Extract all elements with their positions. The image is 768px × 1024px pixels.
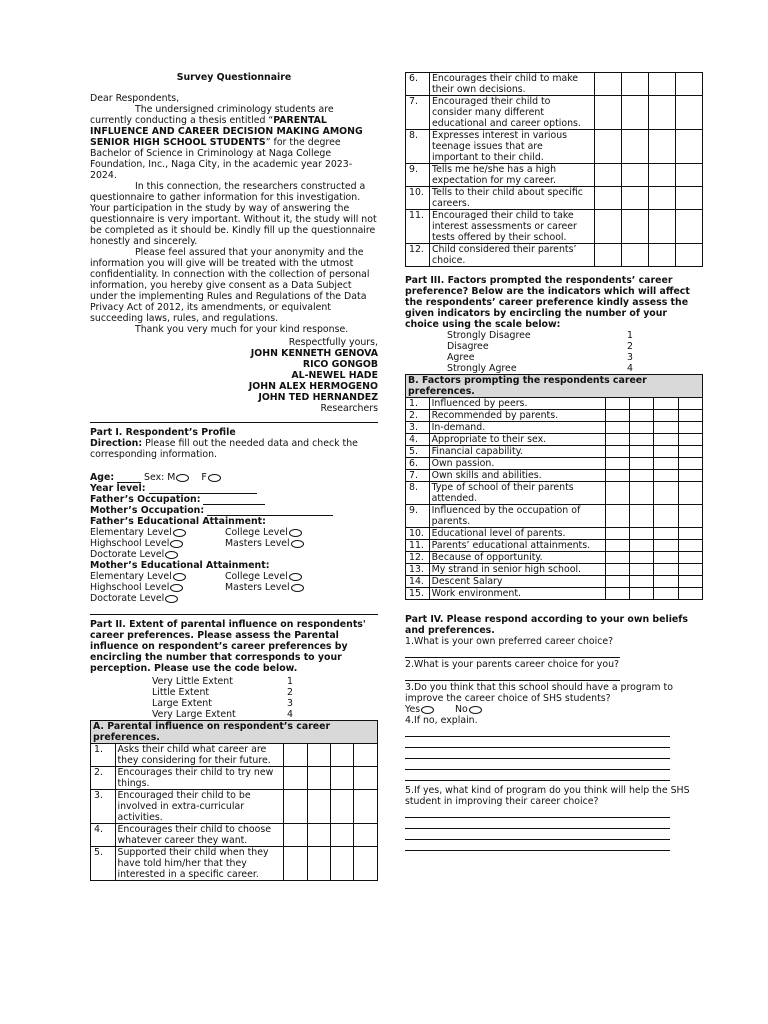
- table-row: [406, 576, 703, 588]
- sex-f-option[interactable]: [208, 474, 221, 482]
- rating-cell[interactable]: [678, 410, 702, 422]
- rating-cell[interactable]: [605, 588, 629, 600]
- rating-cell[interactable]: [678, 446, 702, 458]
- mother-education-heading: Mother’s Educational Attainment:: [90, 560, 270, 571]
- rating-cell[interactable]: [595, 96, 622, 130]
- item-text: In-demand.: [429, 422, 605, 434]
- rating-cell[interactable]: [630, 422, 654, 434]
- item-text: Educational level of parents.: [429, 528, 605, 540]
- table-row: [406, 588, 703, 600]
- mother-elementary-option[interactable]: [173, 573, 186, 581]
- item-number: 8.: [406, 130, 430, 164]
- item-text: Influenced by peers.: [429, 398, 605, 410]
- rating-cell[interactable]: [676, 244, 703, 267]
- rating-cell[interactable]: [630, 552, 654, 564]
- mother-highschool-option[interactable]: [170, 584, 183, 592]
- rating-cell[interactable]: [284, 767, 307, 790]
- item-text: Influenced by the occupation of parents.: [429, 505, 605, 528]
- part2-scale: [90, 676, 378, 720]
- table-row: [406, 446, 703, 458]
- item-text: Type of school of their parents attended.: [429, 482, 605, 505]
- year-level-row: Year level:: [90, 483, 378, 494]
- table-row: [406, 422, 703, 434]
- table-row: [91, 824, 378, 847]
- mother-masters-option[interactable]: [291, 584, 304, 592]
- rating-cell[interactable]: [354, 847, 378, 881]
- part3-scale: [405, 330, 703, 374]
- yes-no-row: Yes No: [405, 704, 703, 715]
- table-row: [406, 564, 703, 576]
- rating-cell[interactable]: [622, 210, 649, 244]
- item-number: 13.: [406, 564, 430, 576]
- rating-cell[interactable]: [595, 73, 622, 96]
- rating-cell[interactable]: [605, 434, 629, 446]
- item-text: Own passion.: [429, 458, 605, 470]
- answer-line[interactable]: [405, 829, 670, 840]
- rating-cell[interactable]: [605, 398, 629, 410]
- scale-row: Very Large Extent 4: [152, 709, 293, 720]
- table-row: [406, 410, 703, 422]
- item-number: 11.: [406, 540, 430, 552]
- rating-cell[interactable]: [654, 434, 678, 446]
- scale-row: Agree 3: [447, 352, 633, 363]
- item-number: 14.: [406, 576, 430, 588]
- rating-cell[interactable]: [654, 410, 678, 422]
- researcher-name: AL-NEWEL HADE: [291, 370, 378, 381]
- item-number: 15.: [406, 588, 430, 600]
- rating-cell[interactable]: [284, 744, 307, 767]
- rating-cell[interactable]: [676, 210, 703, 244]
- table-b-header: B. Factors prompting the respondents career preferences.: [406, 375, 703, 398]
- mother-occupation-field[interactable]: [207, 506, 333, 516]
- rating-cell[interactable]: [649, 96, 676, 130]
- mother-occupation-row: Mother’s Occupation:: [90, 505, 378, 516]
- rating-cell[interactable]: [654, 398, 678, 410]
- rating-cell[interactable]: [654, 458, 678, 470]
- item-number: 5.: [91, 847, 116, 881]
- table-row: [406, 244, 703, 267]
- item-number: 1.: [91, 744, 116, 767]
- rating-cell[interactable]: [654, 540, 678, 552]
- left-column: [90, 70, 378, 881]
- rating-cell[interactable]: [630, 470, 654, 482]
- item-number: 4.: [91, 824, 116, 847]
- item-number: 4.: [406, 434, 430, 446]
- rating-cell[interactable]: [605, 505, 629, 528]
- researcher-name: JOHN ALEX HERMOGENO: [248, 381, 378, 392]
- item-text: Work environment.: [429, 588, 605, 600]
- item-text: Parents’ educational attainments.: [429, 540, 605, 552]
- father-education-heading: Father’s Educational Attainment:: [90, 516, 266, 527]
- item-text: Encouraged their child to take interest assessments or career tests offered by their school.: [430, 210, 595, 244]
- mother-edu-row-2: Highschool Level Masters Level: [90, 582, 378, 593]
- year-level-field[interactable]: [149, 484, 257, 494]
- item-number: 10.: [406, 187, 430, 210]
- rating-cell[interactable]: [654, 482, 678, 505]
- table-row: [91, 847, 378, 881]
- rating-cell[interactable]: [605, 470, 629, 482]
- rating-cell[interactable]: [630, 410, 654, 422]
- question-3: 3.Do you think that this school should have a program to improve the career choice of SHS students?: [405, 682, 673, 704]
- divider: [90, 614, 378, 615]
- table-row: [406, 552, 703, 564]
- answer-line[interactable]: [405, 807, 670, 818]
- rating-cell[interactable]: [630, 482, 654, 505]
- rating-cell[interactable]: [330, 744, 353, 767]
- rating-cell[interactable]: [630, 458, 654, 470]
- mother-doctorate-option[interactable]: [165, 595, 178, 603]
- rating-cell[interactable]: [654, 576, 678, 588]
- table-row: [406, 528, 703, 540]
- rating-cell[interactable]: [678, 588, 702, 600]
- father-occupation-field[interactable]: [203, 495, 265, 505]
- item-text: Appropriate to their sex.: [429, 434, 605, 446]
- item-number: 12.: [406, 552, 430, 564]
- answer-line[interactable]: [405, 818, 670, 829]
- question-2: 2.What is your parents career choice for you?: [405, 659, 620, 670]
- question-4: 4.If no, explain.: [405, 715, 478, 726]
- father-edu-row-1: Elementary Level College Level: [90, 527, 378, 538]
- scale-row: Very Little Extent 1: [152, 676, 293, 687]
- rating-cell[interactable]: [307, 847, 330, 881]
- scale-row: Strongly Agree 4: [447, 363, 633, 374]
- item-text: Child considered their parents’ choice.: [430, 244, 595, 267]
- rating-cell[interactable]: [605, 482, 629, 505]
- rating-cell[interactable]: [654, 528, 678, 540]
- rating-cell[interactable]: [630, 540, 654, 552]
- answer-line[interactable]: [405, 840, 670, 851]
- part2-heading: Part II. Extent of parental influence on respondents' career preferences. Please assess the Parental influence on respondent’s career preferences by encircling the number that corresponds to your perception. Please use the code below.: [90, 619, 366, 674]
- table-row: [406, 482, 703, 505]
- researcher-name: RICO GONGOB: [302, 359, 378, 370]
- rating-cell[interactable]: [595, 187, 622, 210]
- rating-cell[interactable]: [605, 458, 629, 470]
- yes-option[interactable]: [421, 706, 434, 714]
- rating-cell[interactable]: [307, 744, 330, 767]
- right-column: [405, 72, 703, 851]
- page-title: Survey Questionnaire: [176, 72, 292, 83]
- table-row: [406, 187, 703, 210]
- table-row: [406, 130, 703, 164]
- rating-cell[interactable]: [676, 130, 703, 164]
- father-elementary-option[interactable]: [173, 529, 186, 537]
- rating-cell[interactable]: [307, 767, 330, 790]
- table-row: [406, 96, 703, 130]
- item-number: 11.: [406, 210, 430, 244]
- rating-cell[interactable]: [307, 790, 330, 824]
- item-number: 7.: [406, 470, 430, 482]
- item-number: 9.: [406, 164, 430, 187]
- rating-cell[interactable]: [654, 552, 678, 564]
- rating-cell[interactable]: [649, 164, 676, 187]
- rating-cell[interactable]: [595, 130, 622, 164]
- rating-cell[interactable]: [605, 446, 629, 458]
- rating-cell[interactable]: [630, 564, 654, 576]
- item-text: Encourages their child to try new things.: [115, 767, 284, 790]
- answer-line[interactable]: [405, 759, 670, 770]
- rating-cell[interactable]: [622, 164, 649, 187]
- item-number: 8.: [406, 482, 430, 505]
- table-row: [406, 164, 703, 187]
- sex-m-option[interactable]: [176, 474, 189, 482]
- letter-paragraph-4: Thank you very much for your kind response.: [135, 324, 349, 335]
- letter-paragraph-2: In this connection, the researchers constructed a questionnaire to gather information for this investigation. Your participation in the study by way of answering the questionnaire is very important. Without it, the study will not be completed as it should be. Kindly fill up the questionnaire honestly and sincerely.: [90, 181, 377, 247]
- table-a-continued: [405, 72, 703, 267]
- item-text: Encouraged their child to be involved in extra-curricular activities.: [115, 790, 284, 824]
- rating-cell[interactable]: [284, 847, 307, 881]
- letter-paragraph-1: The undersigned criminology students are currently conducting a thesis entitled “PARENTAL INFLUENCE AND CAREER DECISION MAKING AMONG SENIOR HIGH SCHOOL STUDENTS” for the degree Bachelor of Science in Criminology at Naga College Foundation, Inc., Naga City, in the academic year 2023-2024.: [90, 104, 363, 181]
- rating-cell[interactable]: [630, 505, 654, 528]
- item-text: Encouraged their child to consider many different educational and career options.: [430, 96, 595, 130]
- rating-cell[interactable]: [605, 410, 629, 422]
- rating-cell[interactable]: [649, 244, 676, 267]
- rating-cell[interactable]: [622, 187, 649, 210]
- rating-cell[interactable]: [654, 470, 678, 482]
- item-number: 10.: [406, 528, 430, 540]
- rating-cell[interactable]: [678, 398, 702, 410]
- table-row: [406, 210, 703, 244]
- item-text: Own skills and abilities.: [429, 470, 605, 482]
- scale-row: Large Extent 3: [152, 698, 293, 709]
- scale-row: Strongly Disagree 1: [447, 330, 633, 341]
- rating-cell[interactable]: [676, 164, 703, 187]
- mother-college-option[interactable]: [289, 573, 302, 581]
- rating-cell[interactable]: [654, 505, 678, 528]
- rating-cell[interactable]: [595, 164, 622, 187]
- rating-cell[interactable]: [649, 187, 676, 210]
- item-number: 2.: [406, 410, 430, 422]
- rating-cell[interactable]: [649, 130, 676, 164]
- signature-block: [90, 337, 378, 414]
- question-5: 5.If yes, what kind of program do you think will help the SHS student in improving their career choice?: [405, 785, 690, 807]
- rating-cell[interactable]: [678, 540, 702, 552]
- table-row: [91, 790, 378, 824]
- table-a: [90, 720, 378, 881]
- rating-cell[interactable]: [654, 422, 678, 434]
- rating-cell[interactable]: [678, 422, 702, 434]
- item-number: 1.: [406, 398, 430, 410]
- item-text: Asks their child what career are they considering for their future.: [115, 744, 284, 767]
- answer-line-1[interactable]: [405, 647, 620, 658]
- rating-cell[interactable]: [595, 210, 622, 244]
- rating-cell[interactable]: [678, 564, 702, 576]
- table-row: [406, 505, 703, 528]
- rating-cell[interactable]: [630, 588, 654, 600]
- table-a-header: A. Parental influence on respondent’s career preferences.: [91, 721, 378, 744]
- rating-cell[interactable]: [630, 434, 654, 446]
- scale-row: Disagree 2: [447, 341, 633, 352]
- table-row: [91, 744, 378, 767]
- salutation: Dear Respondents,: [90, 93, 180, 104]
- researchers-label: Researchers: [320, 403, 378, 414]
- rating-cell[interactable]: [354, 767, 378, 790]
- item-text: Descent Salary: [429, 576, 605, 588]
- divider: [90, 422, 378, 423]
- rating-cell[interactable]: [330, 824, 353, 847]
- rating-cell[interactable]: [676, 96, 703, 130]
- rating-cell[interactable]: [654, 564, 678, 576]
- rating-cell[interactable]: [649, 73, 676, 96]
- rating-cell[interactable]: [622, 130, 649, 164]
- item-text: Encourages their child to make their own decisions.: [430, 73, 595, 96]
- rating-cell[interactable]: [678, 434, 702, 446]
- item-text: Expresses interest in various teenage issues that are important to their child.: [430, 130, 595, 164]
- table-row: [406, 470, 703, 482]
- rating-cell[interactable]: [622, 96, 649, 130]
- table-row: [406, 458, 703, 470]
- rating-cell[interactable]: [605, 552, 629, 564]
- rating-cell[interactable]: [676, 73, 703, 96]
- father-occupation-row: Father’s Occupation:: [90, 494, 378, 505]
- item-text: Tells me he/she has a high expectation for my career.: [430, 164, 595, 187]
- item-number: 5.: [406, 446, 430, 458]
- rating-cell[interactable]: [630, 446, 654, 458]
- table-row: [406, 73, 703, 96]
- rating-cell[interactable]: [654, 446, 678, 458]
- item-number: 6.: [406, 458, 430, 470]
- answer-line[interactable]: [405, 726, 670, 737]
- table-row: [406, 434, 703, 446]
- rating-cell[interactable]: [678, 505, 702, 528]
- answer-line[interactable]: [405, 770, 670, 781]
- rating-cell[interactable]: [354, 790, 378, 824]
- father-highschool-option[interactable]: [170, 540, 183, 548]
- father-edu-row-2: Highschool Level Masters Level: [90, 538, 378, 549]
- table-row: [406, 540, 703, 552]
- table-row: [91, 767, 378, 790]
- scale-row: Little Extent 2: [152, 687, 293, 698]
- rating-cell[interactable]: [678, 482, 702, 505]
- rating-cell[interactable]: [330, 790, 353, 824]
- father-masters-option[interactable]: [291, 540, 304, 548]
- rating-cell[interactable]: [284, 790, 307, 824]
- item-text: Financial capability.: [429, 446, 605, 458]
- mother-edu-row-1: Elementary Level College Level: [90, 571, 378, 582]
- rating-cell[interactable]: [330, 847, 353, 881]
- rating-cell[interactable]: [330, 767, 353, 790]
- item-number: 6.: [406, 73, 430, 96]
- father-doctorate-option[interactable]: [165, 551, 178, 559]
- rating-cell[interactable]: [284, 824, 307, 847]
- question-1: 1.What is your own preferred career choice?: [405, 636, 614, 647]
- answer-line[interactable]: [405, 737, 670, 748]
- rating-cell[interactable]: [649, 210, 676, 244]
- rating-cell[interactable]: [654, 588, 678, 600]
- part1-direction: Direction: Please fill out the needed data and check the corresponding information.: [90, 438, 358, 460]
- item-text: My strand in senior high school.: [429, 564, 605, 576]
- mother-edu-row-3: Doctorate Level: [90, 593, 378, 604]
- part1-heading: Part I. Respondent’s Profile: [90, 427, 236, 438]
- rating-cell[interactable]: [676, 187, 703, 210]
- age-field[interactable]: [117, 473, 141, 483]
- rating-cell[interactable]: [678, 470, 702, 482]
- item-text: Recommended by parents.: [429, 410, 605, 422]
- part4-heading: Part IV. Please respond according to your own beliefs and preferences.: [405, 614, 688, 636]
- item-number: 7.: [406, 96, 430, 130]
- item-text: Encourages their child to choose whatever career they want.: [115, 824, 284, 847]
- item-text: Because of opportunity.: [429, 552, 605, 564]
- rating-cell[interactable]: [307, 824, 330, 847]
- rating-cell[interactable]: [354, 744, 378, 767]
- answer-line-2[interactable]: [405, 670, 620, 681]
- rating-cell[interactable]: [605, 540, 629, 552]
- item-number: 3.: [91, 790, 116, 824]
- rating-cell[interactable]: [354, 824, 378, 847]
- rating-cell[interactable]: [678, 576, 702, 588]
- item-number: 12.: [406, 244, 430, 267]
- age-sex-row: Age: Sex: M F: [90, 472, 378, 483]
- rating-cell[interactable]: [622, 244, 649, 267]
- rating-cell[interactable]: [622, 73, 649, 96]
- item-number: 9.: [406, 505, 430, 528]
- item-text: Supported their child when they have told him/her that they interested in a specific career.: [115, 847, 284, 881]
- rating-cell[interactable]: [605, 564, 629, 576]
- rating-cell[interactable]: [630, 398, 654, 410]
- father-edu-row-3: Doctorate Level: [90, 549, 378, 560]
- letter-paragraph-3: Please feel assured that your anonymity and the information you will give will be treated with the utmost confidentiality. In connection with the collection of personal information, you hereby give consent as a Data Subject under the implementing Rules and Regulations of the Data Privacy Act of 2012, its amendments, or equivalent succeeding laws, rules, and regulations.: [90, 247, 370, 324]
- item-number: 3.: [406, 422, 430, 434]
- item-number: 2.: [91, 767, 116, 790]
- rating-cell[interactable]: [605, 528, 629, 540]
- table-b: [405, 374, 703, 600]
- answer-line[interactable]: [405, 748, 670, 759]
- rating-cell[interactable]: [678, 552, 702, 564]
- rating-cell[interactable]: [595, 244, 622, 267]
- item-text: Tells to their child about specific careers.: [430, 187, 595, 210]
- rating-cell[interactable]: [605, 576, 629, 588]
- rating-cell[interactable]: [630, 528, 654, 540]
- rating-cell[interactable]: [605, 422, 629, 434]
- researcher-name: JOHN KENNETH GENOVA: [250, 348, 378, 359]
- rating-cell[interactable]: [678, 528, 702, 540]
- part3-heading: Part III. Factors prompted the respondents’ career preference? Below are the indicators which will affect the respondents’ career preference kindly assess the given indicators by encircling the number of your choice using the scale below:: [405, 275, 690, 330]
- closing: Respectfully yours,: [288, 337, 378, 348]
- father-college-option[interactable]: [289, 529, 302, 537]
- rating-cell[interactable]: [678, 458, 702, 470]
- no-option[interactable]: [469, 706, 482, 714]
- table-row: [406, 398, 703, 410]
- rating-cell[interactable]: [630, 576, 654, 588]
- researcher-name: JOHN TED HERNANDEZ: [258, 392, 378, 403]
